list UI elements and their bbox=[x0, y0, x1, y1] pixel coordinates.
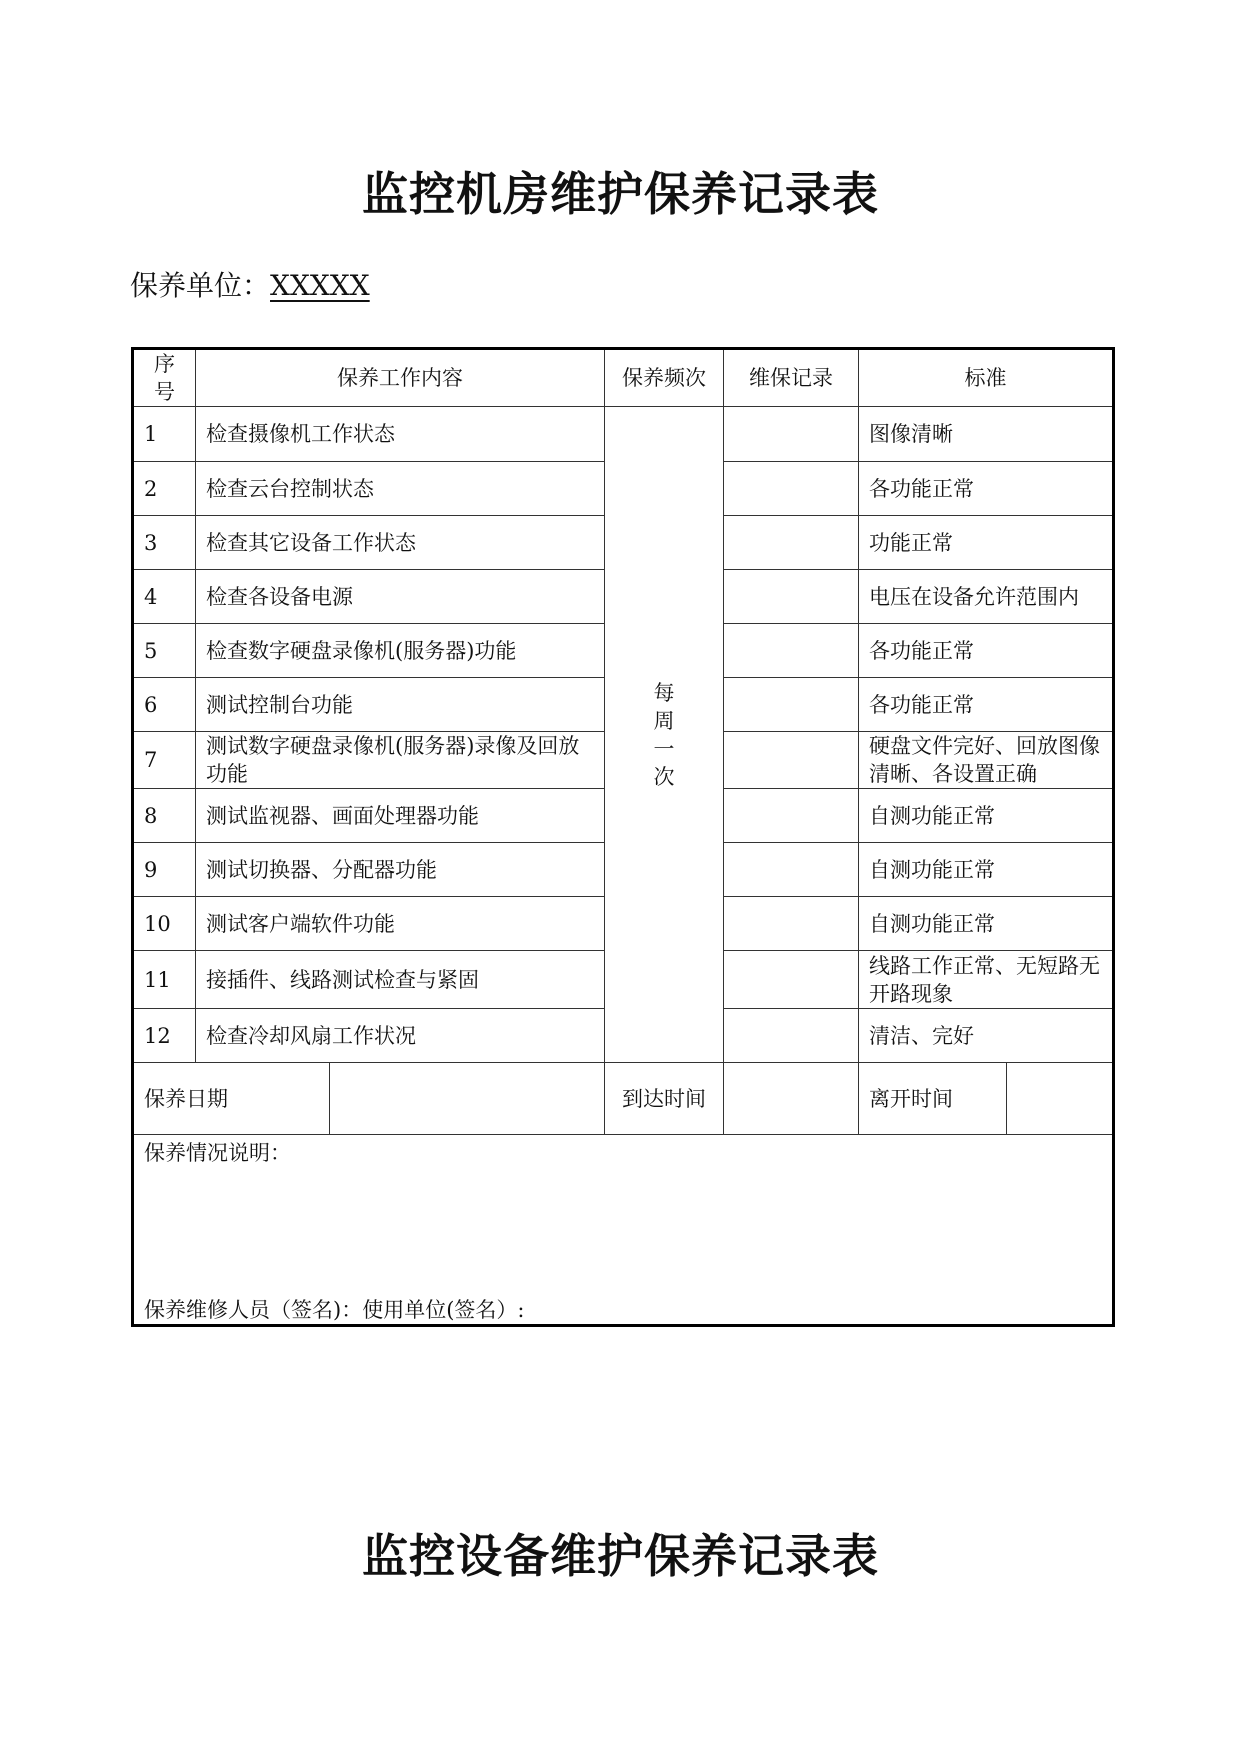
row-no: 10 bbox=[133, 897, 196, 951]
row-no: 9 bbox=[133, 843, 196, 897]
row-standard: 各功能正常 bbox=[859, 624, 1114, 678]
maintenance-unit bbox=[130, 264, 370, 304]
row-record-field[interactable] bbox=[724, 843, 859, 897]
row-standard: 线路工作正常、无短路无开路现象 bbox=[859, 951, 1114, 1009]
row-record-field[interactable] bbox=[724, 462, 859, 516]
row-standard: 清洁、完好 bbox=[859, 1009, 1114, 1063]
table-header-row bbox=[133, 349, 1114, 407]
row-record-field[interactable] bbox=[724, 678, 859, 732]
page-title: 监控机房维护保养记录表 bbox=[362, 167, 879, 221]
row-standard: 各功能正常 bbox=[859, 462, 1114, 516]
row-record-field[interactable] bbox=[724, 951, 859, 1009]
signature-line: 保养维修人员（签名)：使用单位(签名）: bbox=[144, 1298, 525, 1322]
row-no: 8 bbox=[133, 789, 196, 843]
header-seq: 序 号 bbox=[133, 349, 196, 407]
row-task: 测试监视器、画面处理器功能 bbox=[196, 789, 605, 843]
row-task: 测试数字硬盘录像机(服务器)录像及回放功能 bbox=[196, 732, 605, 789]
header-content: 保养工作内容 bbox=[196, 349, 605, 407]
row-standard: 功能正常 bbox=[859, 516, 1114, 570]
row-standard: 硬盘文件完好、回放图像清晰、各设置正确 bbox=[859, 732, 1114, 789]
row-no: 5 bbox=[133, 624, 196, 678]
header-frequency: 保养频次 bbox=[605, 349, 724, 407]
row-standard: 各功能正常 bbox=[859, 678, 1114, 732]
arrive-time-field[interactable] bbox=[724, 1063, 859, 1135]
row-task: 测试控制台功能 bbox=[196, 678, 605, 732]
row-record-field[interactable] bbox=[724, 570, 859, 624]
row-task: 检查云台控制状态 bbox=[196, 462, 605, 516]
row-standard: 自测功能正常 bbox=[859, 789, 1114, 843]
row-no: 1 bbox=[133, 407, 196, 462]
row-task: 检查各设备电源 bbox=[196, 570, 605, 624]
row-task: 检查冷却风扇工作状况 bbox=[196, 1009, 605, 1063]
row-standard: 自测功能正常 bbox=[859, 843, 1114, 897]
row-standard: 图像清晰 bbox=[859, 407, 1114, 462]
row-record-field[interactable] bbox=[724, 407, 859, 462]
row-record-field[interactable] bbox=[724, 516, 859, 570]
row-no: 7 bbox=[133, 732, 196, 789]
row-task: 检查其它设备工作状态 bbox=[196, 516, 605, 570]
row-no: 11 bbox=[133, 951, 196, 1009]
row-task: 接插件、线路测试检查与紧固 bbox=[196, 951, 605, 1009]
row-record-field[interactable] bbox=[724, 732, 859, 789]
row-record-field[interactable] bbox=[724, 789, 859, 843]
leave-time-field[interactable] bbox=[1007, 1063, 1114, 1135]
maintenance-unit-label: 保养单位： bbox=[130, 269, 271, 302]
row-record-field[interactable] bbox=[724, 1009, 859, 1063]
header-record: 维保记录 bbox=[724, 349, 859, 407]
arrive-time-label: 到达时间 bbox=[605, 1063, 724, 1135]
row-task: 检查摄像机工作状态 bbox=[196, 407, 605, 462]
notes-label: 保养情况说明： bbox=[144, 1141, 291, 1165]
table-row bbox=[133, 407, 1114, 462]
leave-time-label: 离开时间 bbox=[859, 1063, 1007, 1135]
row-record-field[interactable] bbox=[724, 624, 859, 678]
maintenance-record-table bbox=[131, 347, 1115, 1327]
date-label: 保养日期 bbox=[133, 1063, 330, 1135]
second-page-title: 监控设备维护保养记录表 bbox=[362, 1529, 879, 1583]
maintenance-unit-value: XXXXX bbox=[270, 269, 370, 302]
row-task: 测试切换器、分配器功能 bbox=[196, 843, 605, 897]
header-standard: 标准 bbox=[859, 349, 1114, 407]
row-no: 2 bbox=[133, 462, 196, 516]
row-record-field[interactable] bbox=[724, 897, 859, 951]
frequency-cell: 每 周 一 次 bbox=[605, 407, 724, 1063]
row-task: 检查数字硬盘录像机(服务器)功能 bbox=[196, 624, 605, 678]
notes-row bbox=[133, 1135, 1114, 1326]
date-field[interactable] bbox=[330, 1063, 605, 1135]
row-no: 12 bbox=[133, 1009, 196, 1063]
footer-row bbox=[133, 1063, 1114, 1135]
row-task: 测试客户端软件功能 bbox=[196, 897, 605, 951]
row-no: 3 bbox=[133, 516, 196, 570]
row-standard: 电压在设备允许范围内 bbox=[859, 570, 1114, 624]
row-no: 6 bbox=[133, 678, 196, 732]
notes-cell[interactable] bbox=[133, 1135, 1114, 1326]
row-no: 4 bbox=[133, 570, 196, 624]
row-standard: 自测功能正常 bbox=[859, 897, 1114, 951]
